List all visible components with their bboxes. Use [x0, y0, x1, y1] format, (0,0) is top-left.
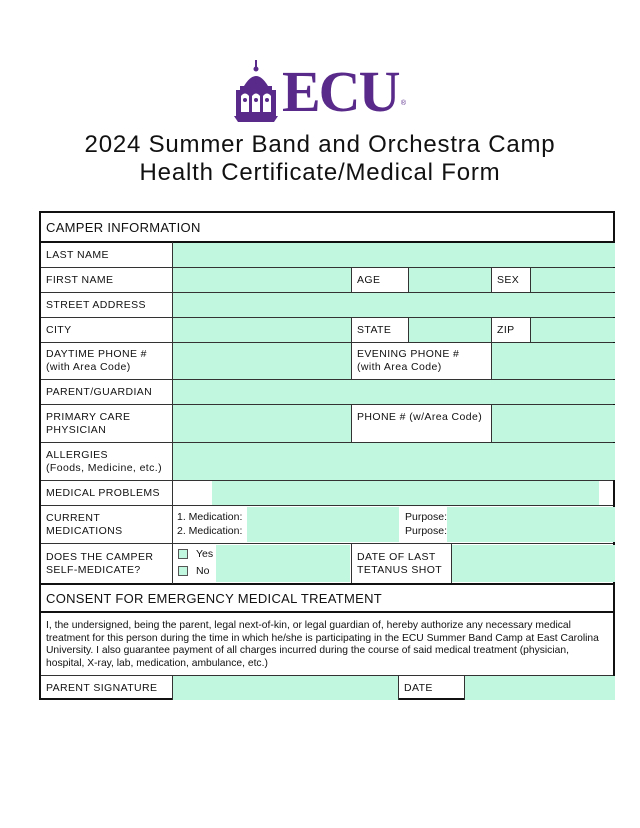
- city-field[interactable]: [173, 318, 351, 342]
- grid-line: [351, 318, 352, 342]
- purpose-1-label: Purpose:: [405, 511, 448, 523]
- divider: [41, 611, 613, 613]
- first-name-label: FIRST NAME: [46, 273, 114, 286]
- consent-text: I, the undersigned, being the parent, legal next-of-kin, or legal guardian of, hereby authorize any necessary medical treatment for this person during the time in which he/she is participating in the ECU Summer Band Camp at East Carolina University. I also guarantee payment of all charges incurred during the course of said medical treatment (physician, hospital, X-ray, lab, medication, ambulance, etc.): [46, 620, 599, 669]
- grid-line: [408, 318, 409, 342]
- primary-care-physician-label: [41, 405, 172, 442]
- evening-phone-field[interactable]: [492, 343, 615, 379]
- grid-line: [351, 544, 352, 583]
- medication-2-label: 2. Medication:: [177, 525, 243, 537]
- no-checkbox[interactable]: [178, 566, 188, 576]
- medications-field[interactable]: [247, 507, 399, 542]
- allergies-label-line2: (Foods, Medicine, etc.): [46, 461, 162, 474]
- city-label: CITY: [46, 323, 72, 336]
- ecu-logo: [234, 60, 406, 124]
- tetanus-shot-field[interactable]: [452, 545, 615, 582]
- purpose-field[interactable]: [447, 507, 615, 542]
- cupola-icon: [234, 60, 278, 124]
- first-name-field[interactable]: [173, 268, 351, 292]
- state-field[interactable]: [409, 318, 491, 342]
- self-medicate-label-line1: DOES THE CAMPER: [46, 550, 154, 563]
- parent-signature-field[interactable]: [173, 676, 398, 700]
- sex-label: SEX: [497, 273, 520, 286]
- grid-line: [172, 675, 173, 700]
- sex-field[interactable]: [531, 268, 615, 292]
- grid-line: [491, 343, 492, 379]
- current-medications-label-line1: CURRENT: [46, 511, 101, 524]
- form-title-line2: Health Certificate/Medical Form: [139, 159, 501, 186]
- street-address-label: STREET ADDRESS: [46, 298, 146, 311]
- section-camper-information: CAMPER INFORMATION: [46, 219, 201, 235]
- logo-wordmark: ECU: [282, 59, 399, 124]
- physician-phone-label: PHONE # (w/Area Code): [357, 411, 483, 423]
- age-label: AGE: [357, 273, 381, 286]
- grid-line: [491, 318, 492, 342]
- allergies-label: [41, 443, 172, 480]
- daytime-phone-label-line1: DAYTIME PHONE #: [46, 348, 147, 360]
- evening-phone-label: [352, 343, 491, 379]
- daytime-phone-label-line2: (with Area Code): [46, 361, 131, 373]
- physician-label-line2: PHYSICIAN: [46, 423, 107, 436]
- grid-line: [530, 268, 531, 292]
- last-name-label: LAST NAME: [46, 248, 109, 261]
- medical-problems-label: MEDICAL PROBLEMS: [46, 486, 160, 499]
- yes-label: Yes: [196, 548, 214, 560]
- purpose-2-label: Purpose:: [405, 525, 448, 537]
- medical-form: [39, 211, 615, 700]
- date-label: DATE: [404, 681, 433, 694]
- grid-line: [408, 268, 409, 292]
- grid-line: [351, 268, 352, 292]
- zip-label: ZIP: [497, 323, 515, 336]
- grid-line: [351, 405, 352, 442]
- daytime-phone-label: [41, 343, 172, 379]
- allergies-field[interactable]: [173, 443, 615, 480]
- allergies-label-line1: ALLERGIES: [46, 448, 108, 461]
- medication-1-label: 1. Medication:: [177, 511, 243, 523]
- physician-field[interactable]: [173, 405, 351, 442]
- parent-signature-label: PARENT SIGNATURE: [46, 681, 158, 694]
- self-medicate-details-field[interactable]: [216, 545, 350, 582]
- age-field[interactable]: [409, 268, 491, 292]
- self-medicate-label-line2: SELF-MEDICATE?: [46, 563, 141, 576]
- self-medicate-label: [41, 544, 172, 583]
- registered-mark: ®: [400, 100, 406, 107]
- parent-guardian-label: PARENT/GUARDIAN: [46, 385, 153, 398]
- tetanus-shot-label: [352, 544, 450, 583]
- grid-line: [351, 343, 352, 379]
- physician-label-line1: PRIMARY CARE: [46, 410, 131, 423]
- street-address-field[interactable]: [173, 293, 615, 317]
- current-medications-label: [41, 506, 172, 543]
- tetanus-label-line1: DATE OF LAST: [357, 550, 436, 563]
- grid-line: [451, 544, 452, 583]
- parent-guardian-field[interactable]: [173, 380, 615, 404]
- yes-checkbox[interactable]: [178, 549, 188, 559]
- grid-line: [530, 318, 531, 342]
- state-label: STATE: [357, 323, 392, 336]
- evening-phone-label-line1: EVENING PHONE #: [357, 348, 460, 360]
- evening-phone-label-line2: (with Area Code): [357, 361, 442, 373]
- grid-line: [491, 405, 492, 442]
- medical-problems-field[interactable]: [212, 481, 599, 505]
- no-label: No: [196, 565, 210, 577]
- grid-line: [491, 268, 492, 292]
- date-field[interactable]: [465, 676, 615, 700]
- zip-field[interactable]: [531, 318, 615, 342]
- grid-line: [464, 675, 465, 700]
- last-name-field[interactable]: [173, 243, 615, 267]
- physician-phone-field[interactable]: [492, 405, 615, 442]
- current-medications-label-line2: MEDICATIONS: [46, 524, 123, 537]
- grid-line: [172, 242, 173, 584]
- form-title-line1: 2024 Summer Band and Orchestra Camp: [84, 131, 556, 158]
- tetanus-label-line2: TETANUS SHOT: [357, 563, 443, 576]
- grid-line: [398, 675, 399, 700]
- daytime-phone-field[interactable]: [173, 343, 351, 379]
- section-consent: CONSENT FOR EMERGENCY MEDICAL TREATMENT: [46, 590, 383, 606]
